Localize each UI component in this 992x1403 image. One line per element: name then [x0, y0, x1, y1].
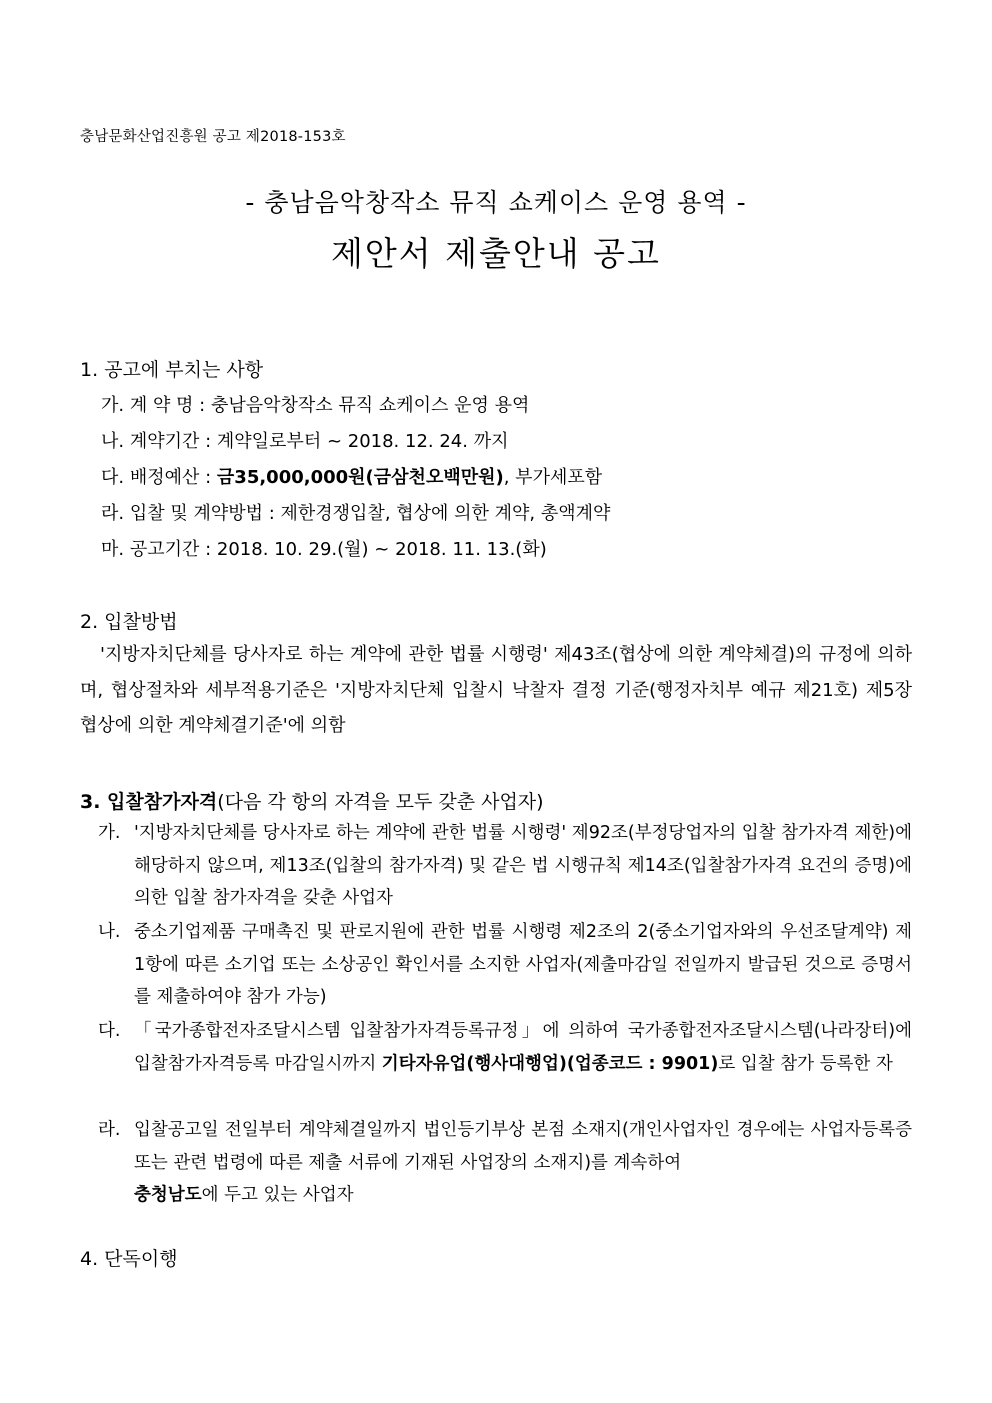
budget-label: 다. 배정예산 : [101, 467, 217, 488]
section1-heading: 1. 공고에 부치는 사항 [80, 359, 264, 381]
section3-heading [80, 787, 544, 814]
section1-item-budget [101, 463, 602, 489]
section3-heading-title: 3. 입찰참가자격 [80, 791, 218, 813]
section4-heading: 4. 단독이행 [80, 1248, 178, 1270]
item-text-before: 입찰공고일 전일부터 계약체결일까지 법인등기부상 본점 소재지(개인사업자인 경우에는 사업자등록증 또는 관련 법령에 따른 제출 서류에 기재된 사업장의 소재지)를 계속하여 [134, 1120, 912, 1173]
section3-item-da [98, 1015, 912, 1080]
section2-paragraph: '지방자치단체를 당사자로 하는 계약에 관한 법률 시행령' 제43조(협상에 의한 계약체결)의 규정에 의하며, 협상절차와 세부적용기준은 '지방자치단체 입찰시 낙찰자 결정 기준(행정자치부 예규 제21호) 제5장 협상에 의한 계약체결기준'에 의함 [80, 644, 912, 736]
section3-item-na [98, 916, 912, 1014]
section3-item-ra [98, 1114, 912, 1212]
section2-heading: 2. 입찰방법 [80, 611, 178, 633]
item-industry-code: 기타자유업(행사대행업)(업종코드 : 9901) [381, 1053, 719, 1074]
item-text-before: 「국가종합전자조달시스템 입찰참가자격등록규정」에 의하여 국가종합전자조달시스템(나라장터)에 입찰참가자격등록 마감일시까지 [134, 1021, 912, 1074]
item-text [134, 1015, 912, 1080]
item-region: 충청남도 [134, 1185, 202, 1206]
budget-amount: 금35,000,000원(금삼천오백만원) [216, 467, 504, 488]
section1-item-contract-name: 가. 계 약 명 : 충남음악창작소 뮤직 쇼케이스 운영 용역 [101, 395, 530, 416]
section3-item-ga [98, 817, 912, 915]
document-subtitle: - 충남음악창작소 뮤직 쇼케이스 운영 용역 - [245, 188, 747, 217]
document-title: 제안서 제출안내 공고 [331, 234, 661, 273]
section1-item-bid-method: 라. 입찰 및 계약방법 : 제한경쟁입찰, 협상에 의한 계약, 총액계약 [101, 503, 611, 524]
item-text-after: 에 두고 있는 사업자 [201, 1185, 354, 1206]
item-text [134, 1114, 912, 1212]
section1-item-contract-period: 나. 계약기간 : 계약일로부터 ~ 2018. 12. 24. 까지 [101, 431, 509, 452]
item-marker: 나. [98, 922, 121, 942]
notice-number: 충남문화산업진흥원 공고 제2018-153호 [80, 129, 346, 145]
section3-heading-note: (다음 각 항의 자격을 모두 갖춘 사업자) [217, 791, 544, 813]
item-marker: 가. [98, 823, 121, 843]
item-text-after: 로 입찰 참가 등록한 자 [718, 1053, 893, 1074]
item-marker: 다. [98, 1021, 121, 1041]
section1-item-notice-period: 마. 공고기간 : 2018. 10. 29.(월) ~ 2018. 11. 13.(화) [101, 539, 547, 560]
budget-vat-note: , 부가세포함 [503, 467, 603, 488]
item-marker: 라. [98, 1120, 121, 1140]
item-text: '지방자치단체를 당사자로 하는 계약에 관한 법률 시행령' 제92조(부정당업자의 입찰 참가자격 제한)에 해당하지 않으며, 제13조(입찰의 참가자격) 및 같은 법 시행규칙 제14조(입찰참가자격 요건의 증명)에 의한 입찰 참가자격을 갖춘 사업자 [134, 823, 912, 909]
item-text: 중소기업제품 구매촉진 및 판로지원에 관한 법률 시행령 제2조의 2(중소기업자와의 우선조달계약) 제1항에 따른 소기업 또는 소상공인 확인서를 소지한 사업자(제출마감일 전일까지 발급된 것으로 증명서를 제출하여야 참가 가능) [134, 922, 912, 1008]
